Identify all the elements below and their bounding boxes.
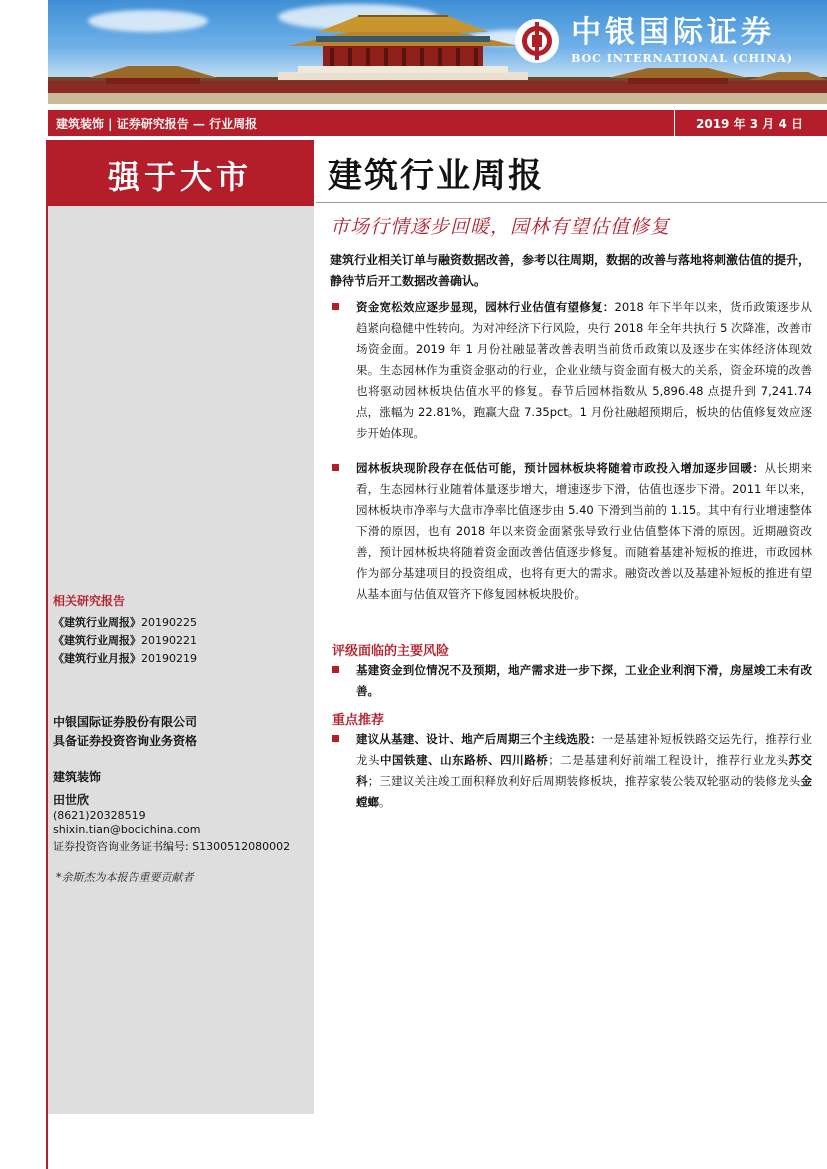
bullet-point bbox=[332, 458, 812, 605]
analyst-name: 田世欣 bbox=[53, 793, 90, 807]
bullet-square-icon bbox=[332, 666, 339, 673]
company-name: 中银国际证券股份有限公司 bbox=[53, 715, 198, 729]
summary-paragraph: 建筑行业相关订单与融资数据改善，参考以往周期，数据的改善与落地将刺激估值的提升，静待节后开工数据改善确认。 bbox=[330, 253, 811, 288]
report-subtitle: 市场行情逐步回暖，园林有望估值修复 bbox=[330, 216, 671, 238]
sector-name: 建筑装饰 bbox=[53, 770, 102, 784]
bullet-square-icon bbox=[332, 303, 339, 310]
analyst-phone: (8621)20328519 bbox=[53, 809, 146, 822]
sidebar bbox=[48, 140, 314, 1114]
bullet-body: 基建资金到位情况不及预期，地产需求进一步下探，工业企业利润下滑，房屋竣工未有改善。 bbox=[356, 663, 812, 698]
bullet-square-icon bbox=[332, 464, 339, 471]
license-number: 证券投资咨询业务证书编号: S1300512080002 bbox=[53, 840, 291, 853]
bullet-body: 资金宽松效应逐步显现，园林行业估值有望修复：2018 年下半年以来，货币政策逐步从趋紧向稳健中性转向。为对冲经济下行风险，央行 2018 年全年共执行 5 次降准，改善市场资金面。2019 年 1 月份社融显著改善表明当前货币政策以及逐步在实体经济体现效果。生态园林作为重资金驱动的行业，企业业绩与资金面有极大的关系，资金环境的改善也将驱动园林板块估值水平的修复。春节后园林指数从 5,896.48 点提升到 7,241.74 点，涨幅为 22.81%，跑赢大盘 7.35pct。1 月份社融超预期后，板块的估值修复效应逐步开始体现。 bbox=[356, 300, 812, 440]
report-title: 建筑行业周报 bbox=[328, 156, 544, 196]
related-reports-heading: 相关研究报告 bbox=[53, 594, 126, 608]
boc-logo-icon bbox=[515, 19, 559, 63]
report-category: 建筑装饰 | 证券研究报告 — 行业周报 bbox=[56, 117, 258, 131]
left-margin bbox=[0, 0, 48, 1169]
brand-name-cn: 中银国际证券 bbox=[571, 15, 776, 50]
bullet-point bbox=[332, 297, 812, 444]
risk-bullet bbox=[332, 660, 812, 702]
bar-divider bbox=[674, 110, 675, 136]
brand-name-en: BOC INTERNATIONAL (CHINA) bbox=[571, 52, 793, 65]
risk-heading: 评级面临的主要风险 bbox=[332, 644, 450, 659]
rating-label: 强于大市 bbox=[108, 158, 253, 196]
analyst-email: shixin.tian@bocichina.com bbox=[53, 823, 201, 836]
contributor-note: *余斯杰为本报告重要贡献者 bbox=[56, 871, 194, 884]
rating-box bbox=[48, 140, 314, 206]
related-report-item: 《建筑行业周报》20190221 bbox=[53, 634, 197, 647]
bullet-body: 园林板块现阶段存在低估可能，预计园林板块将随着市政投入增加逐步回暖：从长期来看，生态园林行业随着体量逐步增大，增速逐步下滑，估值也逐步下滑。2011 年以来，园林板块市净率与大盘市净率比值逐步由 5.40 下滑到当前的 1.15。其中有行业增速整体下滑的原因，也有 2018 年以来资金面紧张导致行业估值整体下滑的原因。近期融资改善，预计园林板块将随着资金面改善估值逐步修复。而随着基建补短板的推进，市政园林作为部分基建项目的投资组成，也将有更大的需求。融资改善以及基建补短板的推进有望从基本面与估值双管齐下修复园林板块股价。 bbox=[356, 461, 813, 601]
picks-bullet bbox=[332, 729, 812, 813]
bullet-square-icon bbox=[332, 735, 339, 742]
report-info-bar bbox=[48, 110, 827, 136]
title-rule bbox=[316, 202, 827, 203]
picks-heading: 重点推荐 bbox=[332, 713, 385, 728]
bullet-body: 建议从基建、设计、地产后周期三个主线选股：一是基建补短板铁路交运先行，推荐行业龙头中国铁建、山东路桥、四川路桥；二是基建利好前端工程设计，推荐行业龙头苏交科；三建议关注竣工面积释放利好后周期装修板块，推荐家装公装双轮驱动的装修龙头金螳螂。 bbox=[356, 732, 813, 809]
related-report-item: 《建筑行业月报》20190219 bbox=[53, 652, 197, 665]
brand bbox=[515, 16, 793, 65]
company-qualification: 具备证券投资咨询业务资格 bbox=[53, 734, 198, 748]
report-date: 2019 年 3 月 4 日 bbox=[696, 117, 803, 131]
header-banner bbox=[48, 0, 827, 104]
related-report-item: 《建筑行业周报》20190225 bbox=[53, 616, 197, 629]
